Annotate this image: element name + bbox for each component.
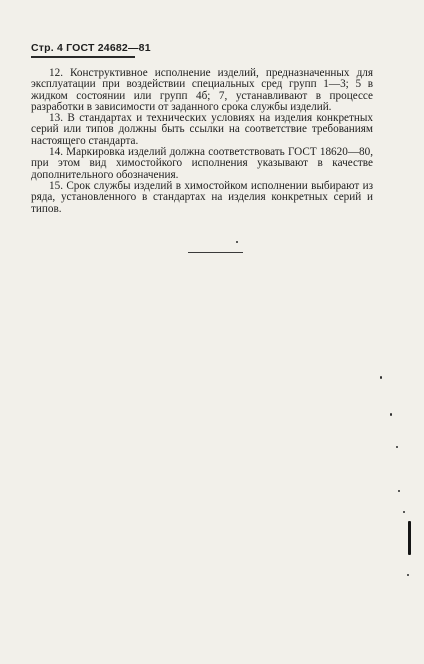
paragraph-15: 15. Срок службы изделий в химостойком исполнении выбирают из ряда, установленного в стандартах на изделия конкретных серий и типов. [31,179,373,215]
scan-speck [396,446,398,448]
scan-speck [380,376,382,379]
scan-speck [398,490,400,492]
paragraph-13: 13. В стандартах и технических условиях на изделия конкретных серий или типов должны быть ссылки на соответствие требованиям настоящего стандарта. [31,112,373,147]
scan-speck [390,413,392,416]
scan-mark [408,521,411,555]
scan-speck [403,511,405,513]
end-of-text-rule [188,252,243,253]
scan-speck [407,574,409,576]
scan-speck [236,241,238,243]
body-text [31,68,373,215]
running-head: Стр. 4 ГОСТ 24682—81 [31,42,151,54]
paragraph-12: 12. Конструктивное исполнение изделий, предназначенных для эксплуатации при воздействии специальных сред групп 1—3; 5 в жидком состоянии или групп 4б; 7, устанавливают в процессе разработки в зависимости от заданного срока службы изделий. [31,67,373,113]
header-underline [31,56,135,58]
paragraph-14: 14. Маркировка изделий должна соответствовать ГОСТ 18620—80, при этом вид химостойкого исполнения указывают в качестве дополнительного обозначения. [31,146,373,181]
